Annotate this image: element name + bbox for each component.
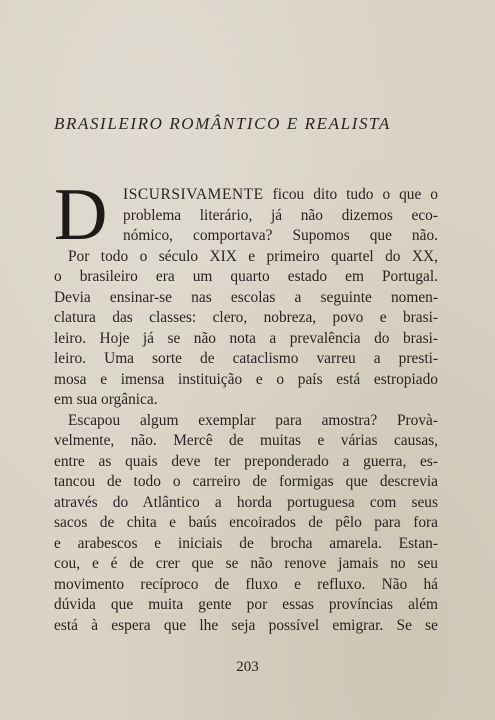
text-line-22: está à espera que lhe seja possível emigrar. Se se — [54, 616, 438, 634]
text-line-3: nómico, comportava? Supomos que não. — [123, 227, 438, 244]
text-line-19: cou, e é de crer que se não renove jamais no seu — [54, 555, 438, 572]
drop-cap: D — [54, 174, 108, 256]
text-line-6: Devia ensinar-se nas escolas a seguinte nomen- — [54, 288, 438, 306]
text-line-1-rest: ficou dito tudo o que o — [263, 186, 438, 203]
first-word-smallcaps: ISCURSIVAMENTE — [123, 186, 264, 203]
text-line-20: movimento recíproco de fluxo e refluxo. Não há — [54, 575, 438, 593]
body-text — [54, 174, 438, 636]
text-line-5: o brasileiro era um quarto estado em Portugal. — [54, 268, 438, 285]
text-line-10: mosa e imensa instituição e o país está estropiado — [54, 370, 438, 388]
text-line-11: em sua orgânica. — [54, 391, 158, 408]
text-line-4: Por todo o século XIX e primeiro quartel do XX, — [68, 247, 438, 265]
text-line-13: velmente, não. Mercê de muitas e várias causas, — [54, 432, 438, 449]
text-line-8: leiro. Hoje já se não nota a prevalência do brasi- — [54, 329, 438, 347]
page-number: 203 — [236, 659, 259, 675]
text-line-17: sacos de chita e baús encoirados de pêlo para fora — [54, 514, 438, 531]
text-line-1 — [54, 185, 438, 206]
text-line-7: clatura das classes: clero, nobreza, povo e brasi- — [54, 309, 438, 326]
text-line-2: problema literário, já não dizemos eco- — [123, 206, 438, 224]
text-line-18: e arabescos e iniciais de brocha amarela. Estan- — [54, 534, 438, 552]
running-head: BRASILEIRO ROMÂNTICO E REALISTA — [54, 114, 391, 133]
text-line-16: através do Atlântico a horda portuguesa com seus — [54, 493, 438, 511]
text-line-9: leiro. Uma sorte de cataclismo varreu a presti- — [54, 350, 438, 367]
text-line-12: Escapou algum exemplar para amostra? Provà- — [68, 411, 438, 429]
text-line-14: entre as quais deve ter preponderado a guerra, es- — [54, 452, 438, 470]
text-line-15: tancou de todo o carreiro de formigas que descrevia — [54, 473, 438, 490]
text-line-21: dúvida que muita gente por essas províncias além — [54, 596, 438, 613]
